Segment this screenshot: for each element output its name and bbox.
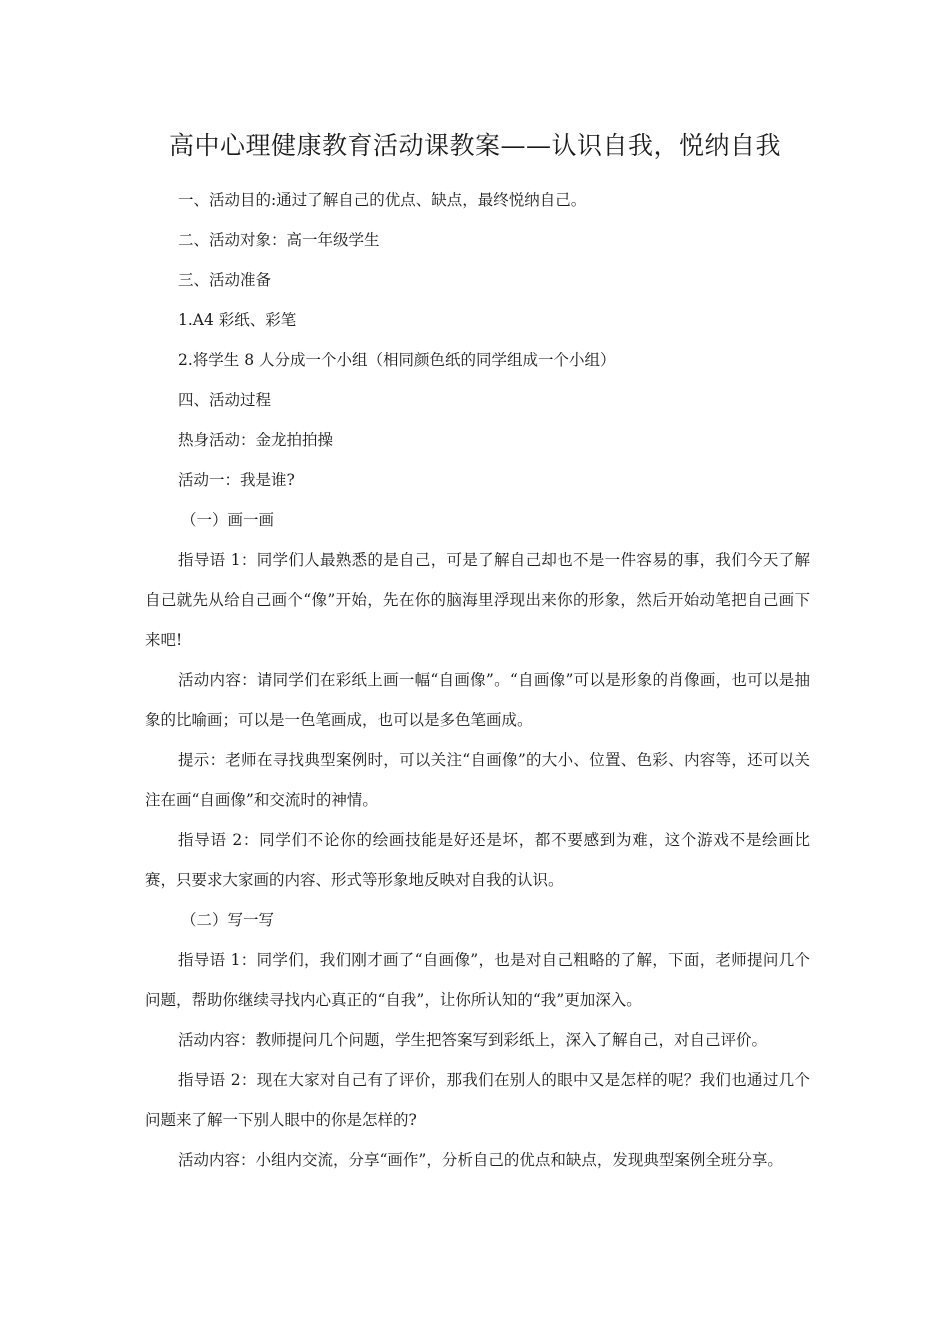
paragraph-content-1: 活动内容：请同学们在彩纸上画一幅“自画像”。“自画像”可以是形象的肖像画，也可以是抽象的比喻画；可以是一色笔画成，也可以是多色笔画成。 bbox=[145, 671, 810, 729]
paragraph-prep-item-2: 2.将学生 8 人分成一个小组（相同颜色纸的同学组成一个小组） bbox=[178, 351, 616, 369]
paragraph-guide-1: 指导语 1：同学们人最熟悉的是自己，可是了解自己却也不是一件容易的事，我们今天了解自己就先从给自己画个“像”开始，先在你的脑海里浮现出来你的形象，然后开始动笔把自己画下来吧! bbox=[145, 551, 810, 649]
document-body bbox=[145, 180, 810, 1180]
paragraph-prep-item-1: 1.A4 彩纸、彩笔 bbox=[178, 311, 297, 329]
paragraph-hint: 提示：老师在寻找典型案例时，可以关注“自画像”的大小、位置、色彩、内容等，还可以关注在画“自画像”和交流时的神情。 bbox=[145, 751, 810, 809]
paragraph-write-guide-1: 指导语 1：同学们，我们刚才画了“自画像”，也是对自己粗略的了解，下面，老师提问几个问题，帮助你继续寻找内心真正的“自我”，让你所认知的“我”更加深入。 bbox=[145, 951, 810, 1009]
paragraph-write-heading: （二）写一写 bbox=[181, 911, 275, 929]
paragraph-activity-goal: 一、活动目的:通过了解自己的优点、缺点，最终悦纳自己。 bbox=[178, 191, 587, 209]
paragraph-activity-target: 二、活动对象：高一年级学生 bbox=[178, 231, 380, 249]
paragraph-draw-heading: （一）画一画 bbox=[181, 511, 275, 529]
paragraph-activity-one: 活动一：我是谁? bbox=[178, 471, 295, 489]
paragraph-warmup: 热身活动：金龙拍拍操 bbox=[178, 431, 334, 449]
document-title: 高中心理健康教育活动课教案——认识自我，悦纳自我 bbox=[168, 131, 781, 160]
paragraph-activity-prep: 三、活动准备 bbox=[178, 271, 272, 289]
paragraph-write-content-1: 活动内容：教师提问几个问题，学生把答案写到彩纸上，深入了解自己，对自己评价。 bbox=[178, 1031, 768, 1049]
paragraph-write-guide-2: 指导语 2：现在大家对自己有了评价，那我们在别人的眼中又是怎样的呢？我们也通过几个问题来了解一下别人眼中的你是怎样的? bbox=[145, 1071, 810, 1129]
paragraph-activity-process: 四、活动过程 bbox=[178, 391, 272, 409]
paragraph-write-content-2: 活动内容：小组内交流，分享“画作”，分析自己的优点和缺点，发现典型案例全班分享。 bbox=[178, 1151, 783, 1169]
paragraph-guide-2: 指导语 2：同学们不论你的绘画技能是好还是坏，都不要感到为难，这个游戏不是绘画比赛，只要求大家画的内容、形式等形象地反映对自我的认识。 bbox=[145, 831, 810, 889]
